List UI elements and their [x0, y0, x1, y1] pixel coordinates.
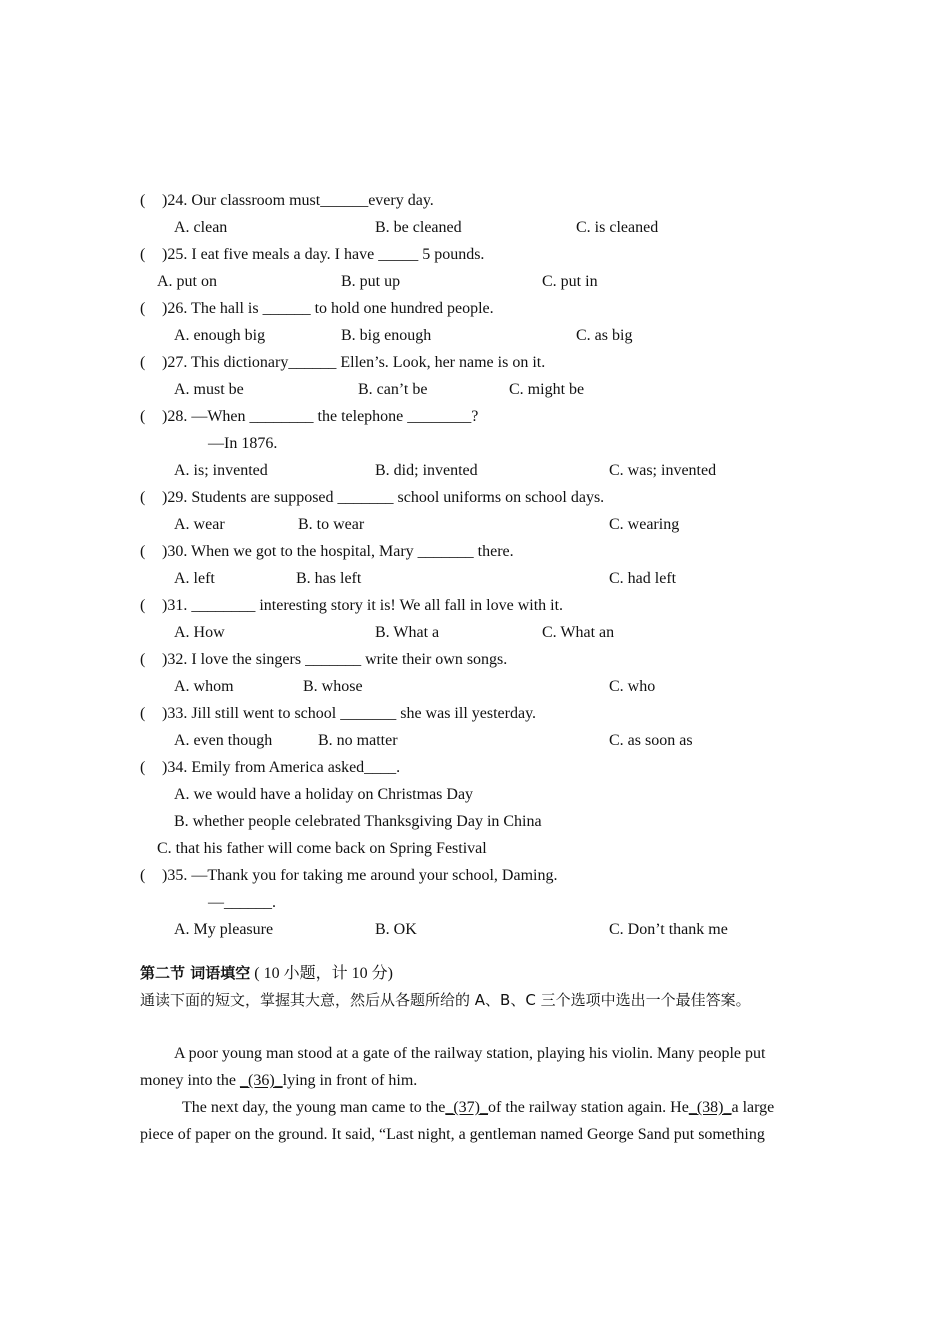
question-text: )26. The hall is ______ to hold one hundred people. — [162, 300, 494, 317]
passage-line — [182, 1098, 774, 1118]
option-b: B. put up — [341, 273, 401, 290]
option-b: B. to wear — [298, 516, 365, 533]
option-c: C. as soon as — [609, 732, 693, 749]
option-a: A. clean — [174, 219, 228, 236]
answer-paren: ( — [140, 759, 146, 776]
passage-text: lying in front of him. — [282, 1072, 418, 1089]
option-b: B. did; invented — [375, 462, 478, 479]
option-b: B. whether people celebrated Thanksgiving Day in China — [174, 813, 542, 830]
passage-line — [140, 1071, 417, 1091]
option-b: B. OK — [375, 921, 417, 938]
option-a: A. must be — [174, 381, 244, 398]
section-title: 第二节 词语填空 — [140, 964, 251, 982]
option-b: B. whose — [303, 678, 363, 695]
blank-38: _(38)_ — [688, 1099, 732, 1116]
answer-paren: ( — [140, 300, 146, 317]
answer-paren: ( — [140, 867, 146, 884]
answer-paren: ( — [140, 597, 146, 614]
passage-line: piece of paper on the ground. It said, “Last night, a gentleman named George Sand put something — [140, 1126, 765, 1143]
option-a: A. My pleasure — [174, 921, 274, 938]
answer-paren: ( — [140, 408, 146, 425]
question-text: )31. ________ interesting story it is! We all fall in love with it. — [162, 597, 564, 614]
passage-text: of the railway station again. He — [487, 1099, 689, 1116]
option-b: B. big enough — [341, 327, 432, 344]
question-text: )29. Students are supposed _______ school uniforms on school days. — [162, 489, 605, 506]
answer-paren: ( — [140, 192, 146, 209]
option-a: A. How — [174, 624, 225, 641]
answer-paren: ( — [140, 705, 146, 722]
option-c: C. might be — [509, 381, 585, 398]
option-c: C. was; invented — [609, 462, 717, 479]
option-a: A. we would have a holiday on Christmas Day — [174, 786, 474, 803]
option-c: C. put in — [542, 273, 598, 290]
question-text: )25. I eat five meals a day. I have _____ 5 pounds. — [162, 246, 485, 263]
section-heading — [140, 963, 393, 984]
blank-37: _(37)_ — [445, 1099, 488, 1116]
question-text: )27. This dictionary______ Ellen’s. Look, her name is on it. — [162, 354, 546, 371]
section-instruction: 通读下面的短文，掌握其大意，然后从各题所给的 A、B、C 三个选项中选出一个最佳答案。 — [140, 991, 751, 1009]
option-a: A. left — [174, 570, 215, 587]
passage-text: The next day, the young man came to the — [182, 1099, 446, 1116]
option-c: C. Don’t thank me — [609, 921, 728, 938]
question-text: )33. Jill still went to school _______ she was ill yesterday. — [162, 705, 537, 722]
answer-paren: ( — [140, 354, 146, 371]
passage-line: A poor young man stood at a gate of the railway station, playing his violin. Many people put — [174, 1045, 766, 1062]
option-b: B. be cleaned — [375, 219, 462, 236]
option-c: C. that his father will come back on Spring Festival — [157, 840, 487, 857]
option-b: B. What a — [375, 624, 440, 641]
option-c: C. wearing — [609, 516, 680, 533]
option-a: A. enough big — [174, 327, 266, 344]
option-b: B. can’t be — [358, 381, 428, 398]
answer-paren: ( — [140, 543, 146, 560]
option-a: A. whom — [174, 678, 234, 695]
option-c: C. who — [609, 678, 656, 695]
option-b: B. has left — [296, 570, 362, 587]
question-text: )34. Emily from America asked____. — [162, 759, 401, 776]
answer-paren: ( — [140, 651, 146, 668]
option-a: A. is; invented — [174, 462, 268, 479]
question-text: )32. I love the singers _______ write their own songs. — [162, 651, 508, 668]
question-text: )28. —When ________ the telephone ________? — [162, 408, 479, 425]
option-a: A. even though — [174, 732, 273, 749]
passage-text: money into the — [140, 1072, 240, 1089]
option-c: C. What an — [542, 624, 615, 641]
option-b: B. no matter — [318, 732, 398, 749]
blank-36: _(36)_ — [239, 1072, 283, 1089]
option-c: C. as big — [576, 327, 633, 344]
answer-paren: ( — [140, 246, 146, 263]
answer-paren: ( — [140, 489, 146, 506]
question-text: )24. Our classroom must______every day. — [162, 192, 434, 209]
question-text: )30. When we got to the hospital, Mary _______ there. — [162, 543, 514, 560]
dialogue-answer: —______. — [208, 894, 276, 911]
option-a: A. put on — [157, 273, 217, 290]
option-c: C. is cleaned — [576, 219, 659, 236]
option-c: C. had left — [609, 570, 677, 587]
passage-text: a large — [731, 1099, 775, 1116]
section-score: ( 10 小题，计 10 分) — [254, 965, 393, 982]
question-text: )35. —Thank you for taking me around your school, Daming. — [162, 867, 558, 884]
option-a: A. wear — [174, 516, 225, 533]
dialogue-answer: —In 1876. — [208, 435, 278, 452]
